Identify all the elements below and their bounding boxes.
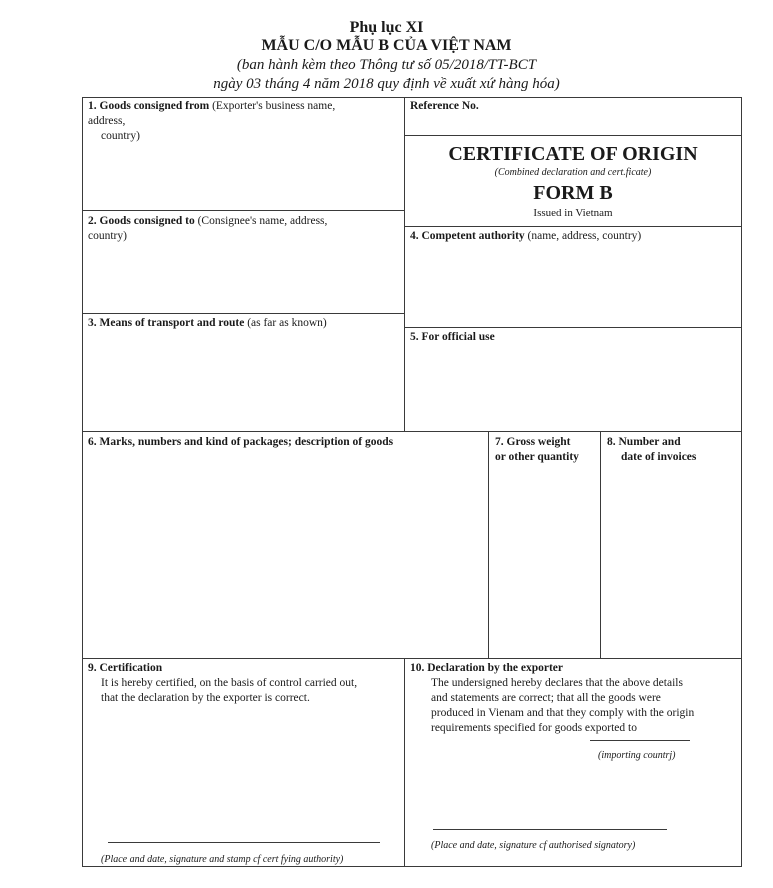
box1-desc-1: (Exporter's business name, xyxy=(212,100,336,112)
reference-no-label: Reference No. xyxy=(410,100,479,112)
box2-title: Goods consigned to xyxy=(99,215,195,227)
divider-goods-certification xyxy=(82,658,742,659)
box10-line-4: requirements specified for goods exported to xyxy=(431,722,637,734)
box9-signature-caption: (Place and date, signature and stamp cf cert fying authority) xyxy=(101,854,344,865)
divider-box7-box8 xyxy=(600,431,601,658)
frame-left-border xyxy=(82,97,83,867)
box3-number: 3. xyxy=(88,317,97,329)
box10-line-3: produced in Vienam and that they comply with the origin xyxy=(431,707,695,719)
box9-signature-line xyxy=(108,842,380,843)
divider-box1-box2 xyxy=(82,210,405,211)
box10-signature-caption: (Place and date, signature cf authorised signatory) xyxy=(431,840,636,851)
box4-number: 4. xyxy=(410,230,419,242)
box10-number: 10. xyxy=(410,662,425,674)
divider-upper-goods xyxy=(82,431,742,432)
frame-right-border xyxy=(741,97,742,867)
certificate-title: CERTIFICATE OF ORIGIN xyxy=(448,143,698,165)
divider-box6-box7 xyxy=(488,431,489,658)
box-means-of-transport xyxy=(88,316,327,331)
document-title: MẪU C/O MẪU B CỦA VIỆT NAM xyxy=(261,37,512,54)
importing-country-line xyxy=(590,740,690,741)
box-marks-and-description xyxy=(88,435,393,450)
box7-title-2: or other quantity xyxy=(495,451,579,463)
box1-desc-2: address, xyxy=(88,115,126,127)
issued-in-label: Issued in Vietnam xyxy=(533,207,613,219)
document-subtitle-1: (ban hành kèm theo Thông tư số 05/2018/TT-BCT xyxy=(236,57,537,73)
box8-title-2: date of invoices xyxy=(621,451,697,463)
box8-number: 8. xyxy=(607,436,616,448)
box8-title-1: Number and xyxy=(618,436,681,448)
box6-number: 6. xyxy=(88,436,97,448)
frame-top-border xyxy=(82,97,742,98)
box2-desc-2: country) xyxy=(88,230,127,242)
form-b-label: FORM B xyxy=(533,182,613,204)
box4-desc: (name, address, country) xyxy=(527,230,642,242)
box3-title: Means of transport and route xyxy=(99,317,245,329)
appendix-label: Phụ lục XI xyxy=(349,19,424,36)
divider-box4-box5 xyxy=(404,327,742,328)
box10-signature-line xyxy=(433,829,667,830)
box2-desc-1: (Consignee's name, address, xyxy=(197,215,328,227)
divider-box2-box3 xyxy=(82,313,405,314)
document-subtitle-2: ngày 03 tháng 4 năm 2018 quy định về xuất xứ hàng hóa) xyxy=(213,76,560,92)
box5-title: For official use xyxy=(421,331,495,343)
box-competent-authority xyxy=(410,229,641,244)
box1-desc-3: country) xyxy=(101,130,140,142)
box1-title: Goods consigned from xyxy=(99,100,210,112)
box9-title: Certification xyxy=(99,662,163,674)
box9-line-2: that the declaration by the exporter is correct. xyxy=(101,692,310,704)
box9-number: 9. xyxy=(88,662,97,674)
frame-bottom-border xyxy=(82,866,742,867)
certificate-subtitle: (Combined declaration and cert.ficate) xyxy=(494,167,652,178)
box9-line-1: It is hereby certified, on the basis of control carried out, xyxy=(101,677,358,689)
box-official-use xyxy=(410,330,495,345)
importing-country-caption: (importing countrj) xyxy=(598,750,676,761)
divider-reference-certificate xyxy=(404,135,742,136)
box10-line-1: The undersigned hereby declares that the above details xyxy=(431,677,683,689)
box7-number: 7. xyxy=(495,436,504,448)
box10-title: Declaration by the exporter xyxy=(427,662,563,674)
box2-number: 2. xyxy=(88,215,97,227)
box5-number: 5. xyxy=(410,331,419,343)
box10-line-2: and statements are correct; that all the goods were xyxy=(431,692,661,704)
divider-certificate-box4 xyxy=(404,226,742,227)
box4-title: Competent authority xyxy=(421,230,525,242)
box6-title: Marks, numbers and kind of packages; description of goods xyxy=(99,436,394,448)
box3-desc: (as far as known) xyxy=(247,317,327,329)
divider-box9-box10 xyxy=(404,658,405,867)
box7-title-1: Gross weight xyxy=(506,436,571,448)
box1-number: 1. xyxy=(88,100,97,112)
